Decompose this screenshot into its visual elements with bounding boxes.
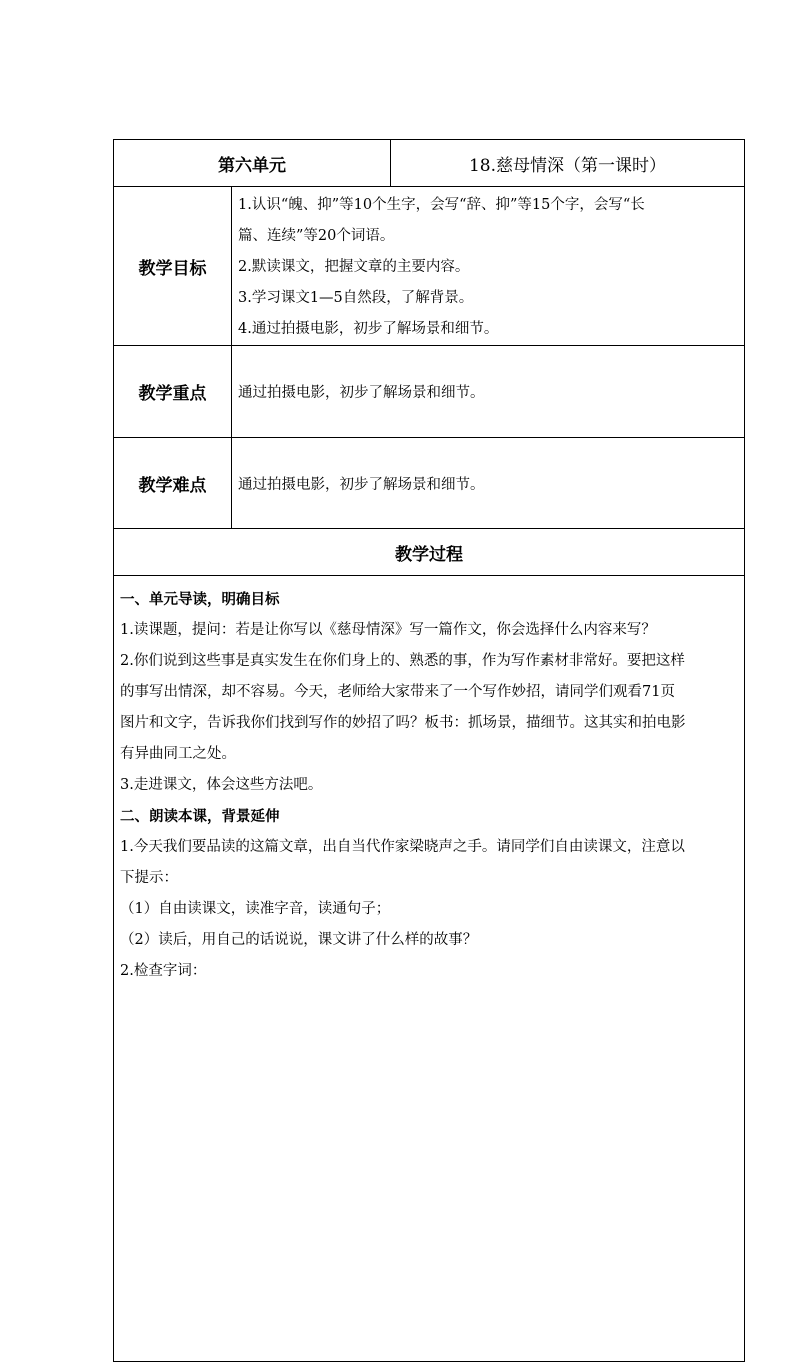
process-line: 2.检查字词： [120,963,207,979]
process-line: 的事写出情深，却不容易。今天，老师给大家带来了一个写作妙招，请同学们观看71页 [120,684,675,700]
process-line: （1）自由读课文，读准字音，读通句子； [120,901,391,917]
section-heading: 一、单元导读，明确目标 [120,591,280,608]
key-points-row [114,346,745,438]
goal-line: 2.默读课文，把握文章的主要内容。 [238,259,470,275]
goals-label: 教学目标 [114,187,232,346]
unit-title: 第六单元 [114,140,391,187]
process-line: 下提示： [120,870,178,886]
process-body-row [114,576,745,1362]
process-title: 教学过程 [114,529,745,576]
goals-content [232,187,745,346]
process-line: 2.你们说到这些事是真实发生在你们身上的、熟悉的事，作为写作素材非常好。要把这样 [120,653,685,669]
process-line: 图片和文字，告诉我你们找到写作的妙招了吗？板书：抓场景，描细节。这其实和拍电影 [120,715,686,731]
goal-line: 篇、连续”等20个词语。 [238,228,395,244]
key-points-label: 教学重点 [114,346,232,438]
goal-line: 1.认识“魄、抑”等10个生字，会写“辞、抑”等15个字，会写“长 [238,197,645,213]
process-title-row [114,529,745,576]
difficulties-row [114,438,745,529]
process-line: （2）读后，用自己的话说说，课文讲了什么样的故事？ [120,932,478,948]
goal-line: 4.通过拍摄电影，初步了解场景和细节。 [238,321,499,337]
process-line: 有异曲同工之处。 [120,746,236,762]
goals-row [114,187,745,346]
difficulties-label: 教学难点 [114,438,232,529]
process-line: 1.今天我们要品读的这篇文章，出自当代作家梁晓声之手。请同学们自由读课文，注意以 [120,839,685,855]
section-heading: 二、朗读本课，背景延伸 [120,808,280,825]
header-row [114,140,745,187]
key-points-content: 通过拍摄电影，初步了解场景和细节。 [232,346,745,438]
process-line: 3.走进课文，体会这些方法吧。 [120,777,323,793]
lesson-plan-table [113,139,745,1362]
process-content [114,576,745,1362]
lesson-title: 18.慈母情深（第一课时） [391,140,745,187]
process-line: 1.读课题，提问：若是让你写以《慈母情深》写一篇作文，你会选择什么内容来写？ [120,622,656,638]
goal-line: 3.学习课文1—5自然段，了解背景。 [238,290,474,306]
difficulties-content: 通过拍摄电影，初步了解场景和细节。 [232,438,745,529]
